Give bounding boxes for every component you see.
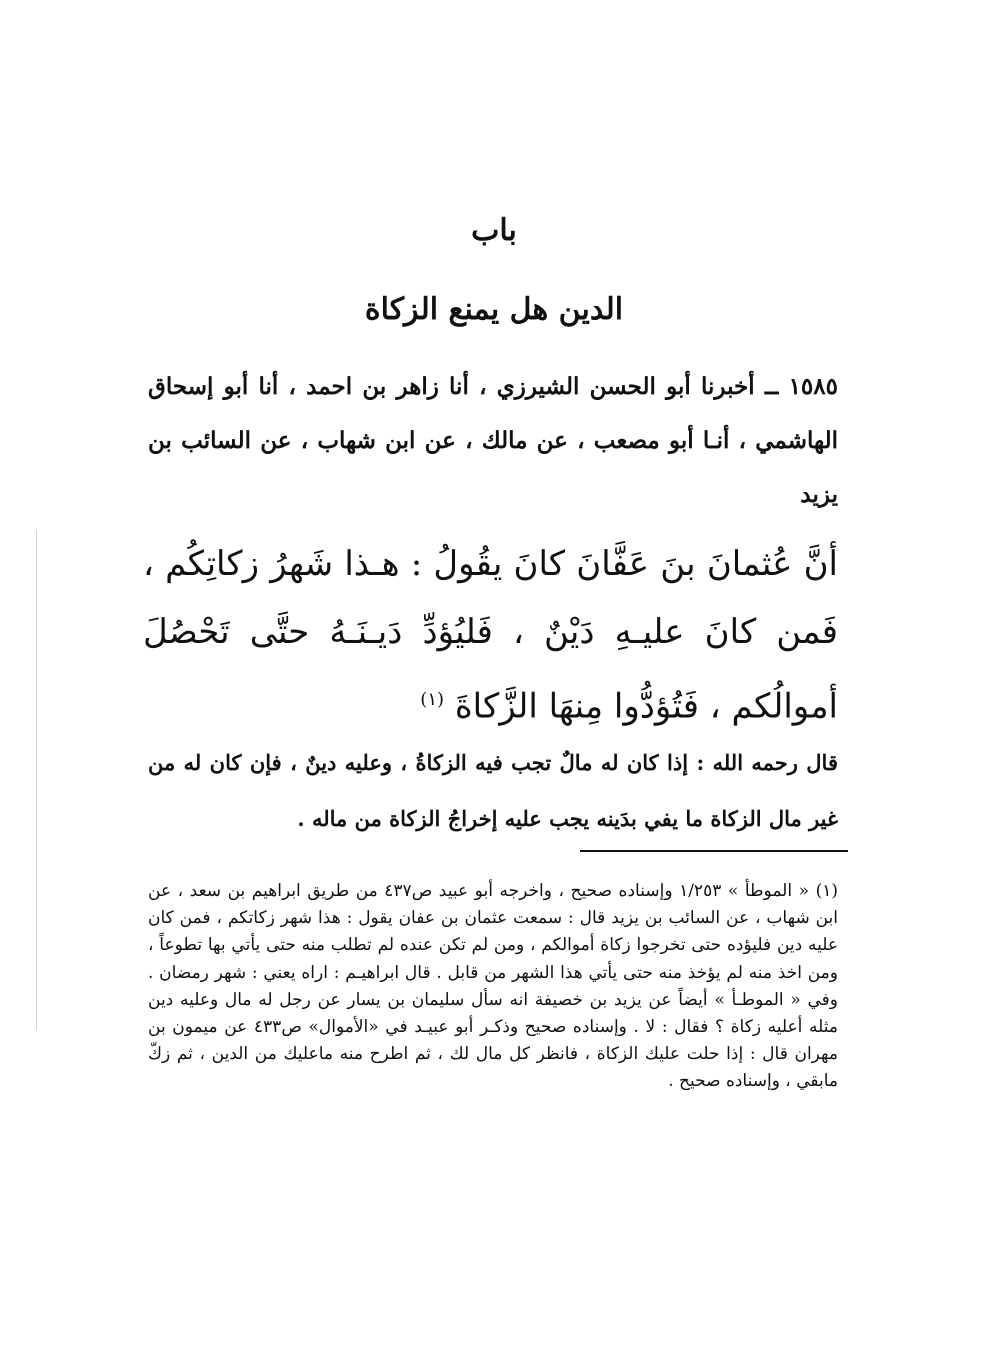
hadith-text [143, 530, 838, 740]
footnote: (١) « الموطأ » ١/٢٥٣ وإسناده صحيح ، واخرجه أبو عبيد ص٤٣٧ من طريق ابراهيم بن سعد ، عن ابن شهاب ، عن السائب بن يزيد قال : سمعت عثمان بن عفان يقول : هذا شهر زكاتكم ، فمن كان عليه دين فليؤده حتى تخرجوا زكاة أموالكم ، ومن لم تكن عنده لم تطلب منه حتى يأتي بها تطوعاً ، ومن اخذ منه لم يؤخذ منه حتى يأتي هذا الشهر من قابل . قال ابراهيـم : اراه يعني : شهر رمضان . وفي « الموطـأ » أيضاً عن يزيد بن خصيفة انه سأل سليمان بن يسار عن رجل له مال وعليه دين مثله أعليه زكاة ؟ فقال : لا . وإسناده صحيح وذكـر أبو عبيـد في «الأموال» ص٤٣٣ عن ميمون بن مهران قال : إذا حلت عليك الزكاة ، فانظر كل مال لك ، ثم اطرح منه ماعليك من الدين ، ثم زكّ مابقي ، وإسناده صحيح . [148, 881, 838, 1092]
chapter-title: الدين هل يمنع الزكاة [364, 292, 624, 327]
hadith-body: أنَّ عُثمانَ بنَ عَفَّانَ كانَ يقُولُ : هـذا شَهرُ زكاتِكُم ، فَمن كانَ عليـهِ دَيْنٌ ، فَليُؤدِّ دَيـنَـهُ حتَّى تَحْصُلَ أموالُكم ، فَتُؤدُّوا مِنهَا الزَّكاةَ [143, 544, 838, 727]
margin-rule [36, 530, 37, 1030]
isnad-paragraph: ١٥٨٥ ــ أخبرنا أبو الحسن الشيرزي ، أنا زاهر بن احمد ، أنا أبو إسحاق الهاشمي ، أنـا أبو مصعب ، عن مالك ، عن ابن شهاب ، عن السائب بن يزيد [148, 373, 838, 508]
author-comment: قال رحمه الله : إذا كان له مالٌ تجب فيه الزكاةُ ، وعليه دينٌ ، فإن كان له من غير مال الزكاة ما يفي بدَينه يجب عليه إخراجُ الزكاة من ماله . [148, 750, 838, 831]
footnote-separator [580, 850, 848, 852]
chapter-heading: باب [471, 213, 517, 248]
footnote-marker: (١) [420, 689, 445, 710]
